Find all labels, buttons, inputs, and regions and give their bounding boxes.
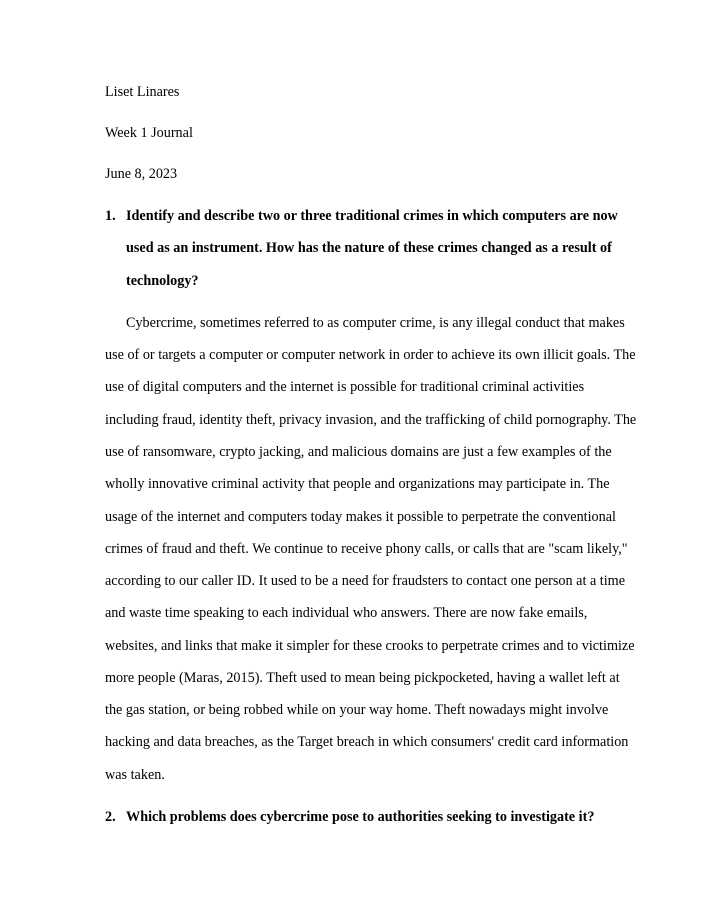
answer-1-line: more people (Maras, 2015). Theft used to mean being pickpocketed, having a wallet left at (105, 670, 620, 686)
question-1-line: technology? (126, 273, 199, 289)
question-1-line: used as an instrument. How has the nature of these crimes changed as a result of (126, 240, 612, 256)
answer-1-line: the gas station, or being robbed while on your way home. Theft nowadays might involve (105, 702, 609, 718)
answer-1-line: websites, and links that make it simpler for these crooks to perpetrate crimes and to victimize (105, 638, 635, 654)
author-name: Liset Linares (105, 84, 180, 100)
question-1-line: Identify and describe two or three traditional crimes in which computers are now (126, 208, 618, 224)
question-1-number: 1. (105, 208, 116, 224)
answer-1-line: was taken. (105, 767, 165, 783)
answer-1-line: wholly innovative criminal activity that people and organizations may participate in. The (105, 476, 610, 492)
answer-1-line: crimes of fraud and theft. We continue to receive phony calls, or calls that are "scam likely," (105, 541, 628, 557)
answer-1-line: usage of the internet and computers today makes it possible to perpetrate the conventional (105, 509, 616, 525)
document-date: June 8, 2023 (105, 166, 178, 182)
answer-1-line: use of or targets a computer or computer network in order to achieve its own illicit goals. The (105, 347, 636, 363)
answer-1-line: hacking and data breaches, as the Target breach in which consumers' credit card information (105, 734, 629, 750)
answer-1-line: use of digital computers and the internet is possible for traditional criminal activities (105, 379, 585, 395)
answer-1-line: and waste time speaking to each individual who answers. There are now fake emails, (105, 605, 588, 621)
answer-1-line: Cybercrime, sometimes referred to as computer crime, is any illegal conduct that makes (126, 315, 625, 331)
answer-1-line: use of ransomware, crypto jacking, and malicious domains are just a few examples of the (105, 444, 612, 460)
answer-1-line: according to our caller ID. It used to be a need for fraudsters to contact one person at a time (105, 573, 626, 589)
question-2-line: Which problems does cybercrime pose to authorities seeking to investigate it? (126, 809, 595, 825)
answer-1-line: including fraud, identity theft, privacy invasion, and the trafficking of child pornography. The (105, 412, 637, 428)
assignment-title: Week 1 Journal (105, 125, 193, 141)
question-2-number: 2. (105, 809, 116, 825)
